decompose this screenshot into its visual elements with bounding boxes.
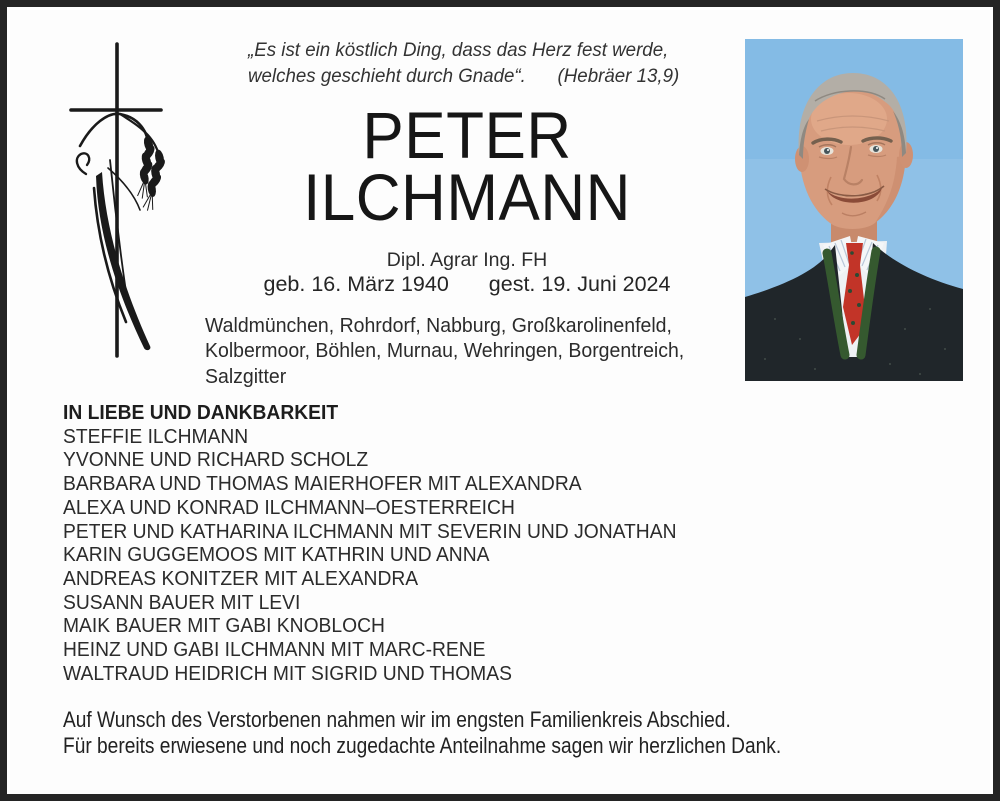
birth-date: geb. 16. März 1940 <box>263 272 449 296</box>
mourner-name: MAIK BAUER MIT GABI KNOBLOCH <box>63 614 385 638</box>
places-line-3: Salzgitter <box>205 364 287 388</box>
deceased-name <box>221 98 714 234</box>
mourner-name: ANDREAS KONITZER MIT ALEXANDRA <box>63 566 419 590</box>
life-dates <box>205 272 729 297</box>
mourner-name: ALEXA UND KONRAD ILCHMANN–OESTERREICH <box>63 495 515 519</box>
mourner-name: STEFFIE ILCHMANN <box>63 424 249 448</box>
portrait-photo <box>745 39 963 381</box>
quote-line-1: „Es ist ein köstlich Ding, dass das Herz fest werde, <box>248 39 669 61</box>
deceased-title: Dipl. Agrar Ing. FH <box>386 249 548 271</box>
mourner-name: PETER UND KATHARINA ILCHMANN MIT SEVERIN UND JONATHAN <box>63 519 677 543</box>
places-line-2: Kolbermoor, Böhlen, Murnau, Wehringen, Borgentreich, <box>205 339 685 363</box>
mourners-header: IN LIEBE UND DANKBARKEIT <box>63 401 339 424</box>
mourner-name: HEINZ UND GABI ILCHMANN MIT MARC-RENE <box>63 638 486 662</box>
bible-quote <box>248 38 738 89</box>
deceased-first-name: PETER <box>362 98 572 172</box>
death-date: gest. 19. Juni 2024 <box>488 272 671 296</box>
quote-source: (Hebräer 13,9) <box>557 64 680 87</box>
cross-with-wheat-icon <box>50 40 220 360</box>
closing-line-1: Auf Wunsch des Verstorbenen nahmen wir im engsten Familienkreis Abschied. <box>63 707 731 732</box>
mourner-name: KARIN GUGGEMOOS MIT KATHRIN UND ANNA <box>63 543 490 567</box>
quote-line-2: welches geschieht durch Gnade“. (Hebräer 13,9) <box>248 64 680 87</box>
deceased-last-name: ILCHMANN <box>303 160 631 234</box>
places-line-1: Waldmünchen, Rohrdorf, Nabburg, Großkarolinenfeld, <box>205 314 672 337</box>
mourners-list <box>63 401 677 685</box>
mourner-name: BARBARA UND THOMAS MAIERHOFER MIT ALEXANDRA <box>63 472 582 496</box>
mourner-name: WALTRAUD HEIDRICH MIT SIGRID UND THOMAS <box>63 661 512 685</box>
closing-line-2: Für bereits erwiesene und noch zugedachte Anteilnahme sagen wir herzlichen Dank. <box>63 732 782 758</box>
closing-text <box>63 707 781 758</box>
mourner-name: YVONNE UND RICHARD SCHOLZ <box>63 448 369 472</box>
places-list <box>205 313 684 389</box>
mourner-name: SUSANN BAUER MIT LEVI <box>63 590 301 614</box>
